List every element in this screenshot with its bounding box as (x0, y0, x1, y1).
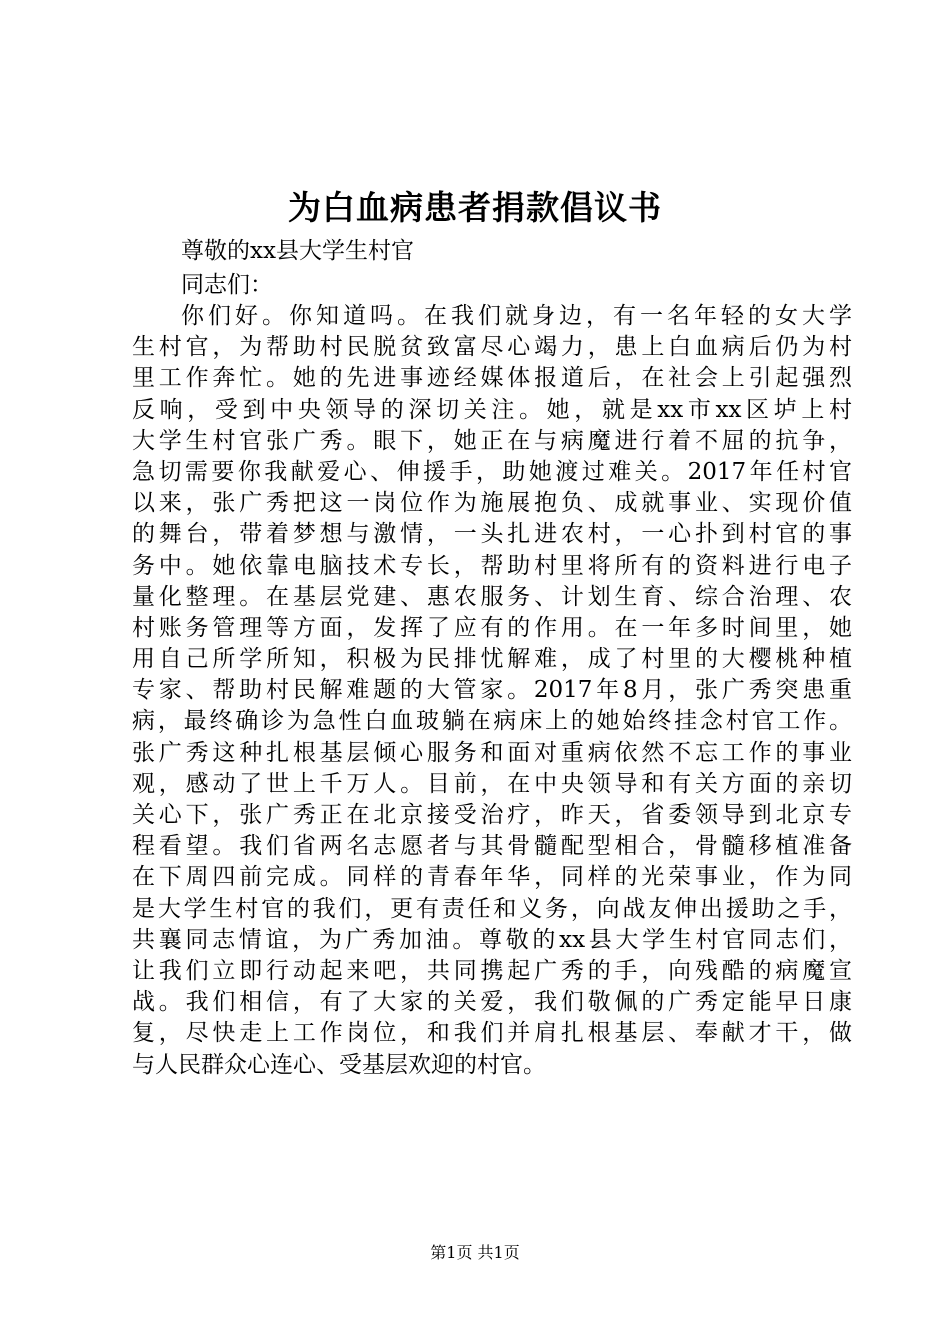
body-line: 里工作奔忙。她的先进事迹经媒体报道后，在社会上引起强烈 (132, 365, 852, 392)
body-line: 用自己所学所知，积极为民排忧解难，成了村里的大樱桃种植 (132, 646, 852, 673)
body-line: 生村官，为帮助村民脱贫致富尽心竭力，患上白血病后仍为村 (132, 334, 852, 361)
body-line: 大学生村官张广秀。眼下，她正在与病魔进行着不屈的抗争， (132, 427, 852, 454)
body-line: 你们好。你知道吗。在我们就身边，有一名年轻的女大学 (181, 303, 852, 329)
body-line: 让我们立即行动起来吧，共同携起广秀的手，向残酷的病魔宣 (132, 957, 852, 984)
body-line: 关心下，张广秀正在北京接受治疗，昨天，省委领导到北京专 (132, 802, 852, 828)
body-line: 观，感动了世上千万人。目前，在中央领导和有关方面的亲切 (132, 770, 852, 797)
body-line: 专家、帮助村民解难题的大管家。2017年8月，张广秀突患重 (132, 677, 852, 704)
body-line: 战。我们相信，有了大家的关爱，我们敬佩的广秀定能早日康 (132, 989, 852, 1016)
body-line: 的舞台，带着梦想与激情，一头扎进农村，一心扑到村官的事 (132, 521, 852, 548)
salutation (181, 234, 841, 302)
body-line: 与人民群众心连心、受基层欢迎的村官。 (132, 1051, 546, 1078)
body-line: 共襄同志情谊，为广秀加油。尊敬的xx县大学生村官同志们， (132, 926, 852, 953)
body-line: 复，尽快走上工作岗位，和我们并肩扎根基层、奉献才干，做 (132, 1020, 852, 1047)
body-line: 病，最终确诊为急性白血玻躺在病床上的她始终挂念村官工作。 (132, 708, 852, 735)
body-line: 是大学生村官的我们，更有责任和义务，向战友伸出援助之手， (132, 895, 852, 922)
body-text (132, 301, 852, 1081)
body-line: 反响，受到中央领导的深切关注。她，就是xx市xx区垆上村 (132, 396, 852, 423)
body-line: 务中。她依靠电脑技术专长，帮助村里将所有的资料进行电子 (132, 552, 852, 579)
page-number-footer: 第1页 共1页 (430, 1243, 520, 1262)
body-line: 以来，张广秀把这一岗位作为施展抱负、成就事业、实现价值 (132, 490, 852, 517)
salutation-line-1: 尊敬的xx县大学生村官 (181, 238, 414, 264)
document-title: 为白血病患者捐款倡议书 (288, 188, 662, 227)
body-line: 张广秀这种扎根基层倾心服务和面对重病依然不忘工作的事业 (132, 739, 852, 766)
salutation-line-2: 同志们： (181, 272, 273, 298)
body-line: 程看望。我们省两名志愿者与其骨髓配型相合，骨髓移植准备 (132, 833, 852, 860)
body-line: 在下周四前完成。同样的青春年华，同样的光荣事业，作为同 (132, 864, 852, 891)
body-line: 村账务管理等方面，发挥了应有的作用。在一年多时间里，她 (132, 614, 852, 641)
body-line: 量化整理。在基层党建、惠农服务、计划生育、综合治理、农 (132, 583, 852, 610)
body-line: 急切需要你我献爱心、伸援手，助她渡过难关。2017年任村官 (132, 458, 852, 485)
